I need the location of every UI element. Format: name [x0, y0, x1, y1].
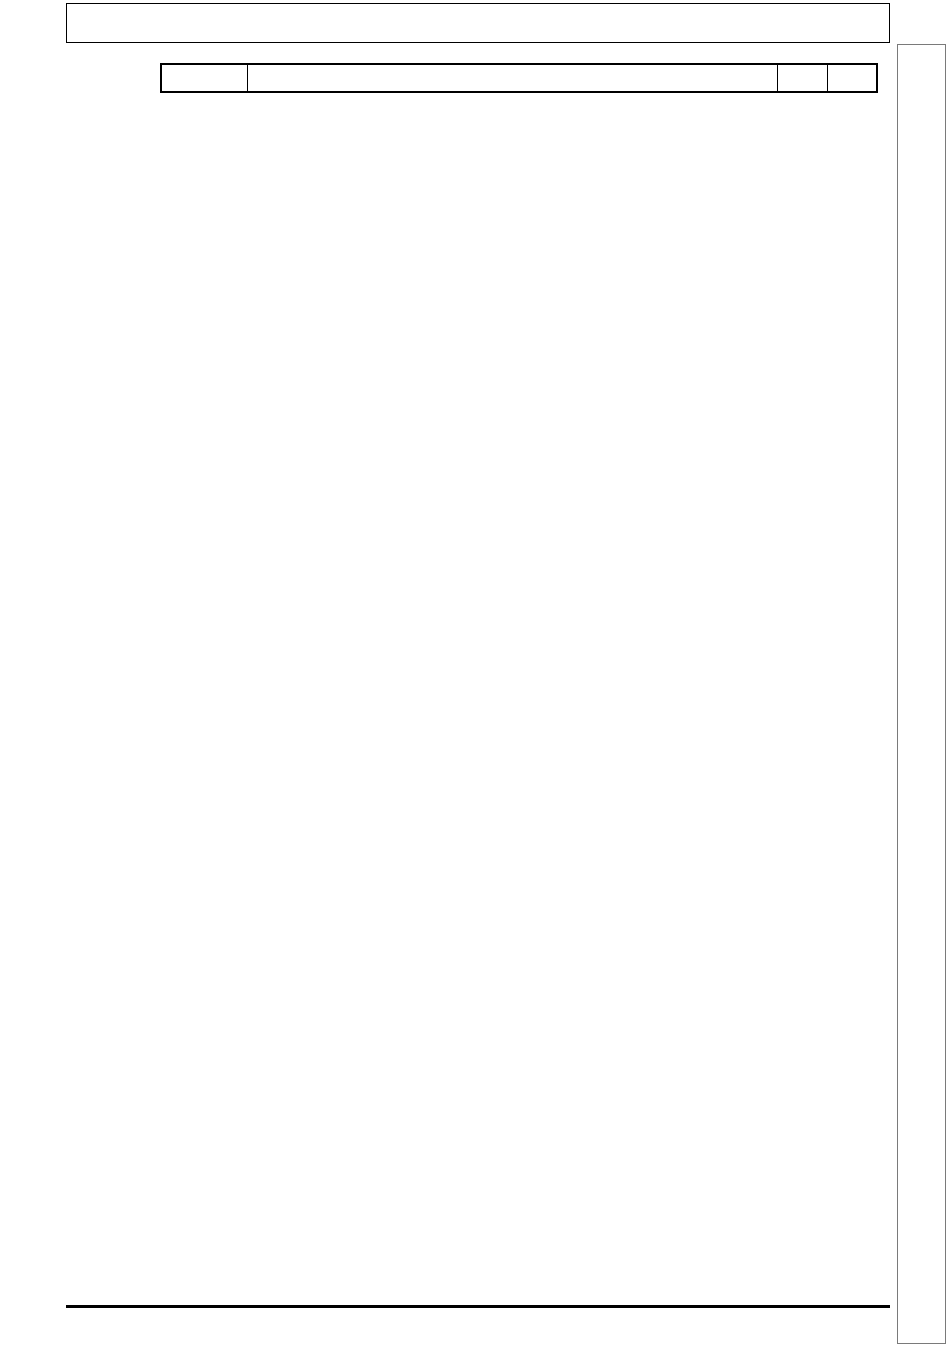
header-lcd: [827, 64, 877, 92]
section-nav: [66, 3, 890, 43]
footer-divider: [66, 1305, 890, 1308]
header-description: [247, 64, 777, 92]
header-menu: [161, 64, 247, 92]
table-header-row: [161, 64, 877, 92]
menu-table: [160, 63, 878, 93]
language-sidebar: [897, 44, 946, 1344]
header-led: [777, 64, 827, 92]
